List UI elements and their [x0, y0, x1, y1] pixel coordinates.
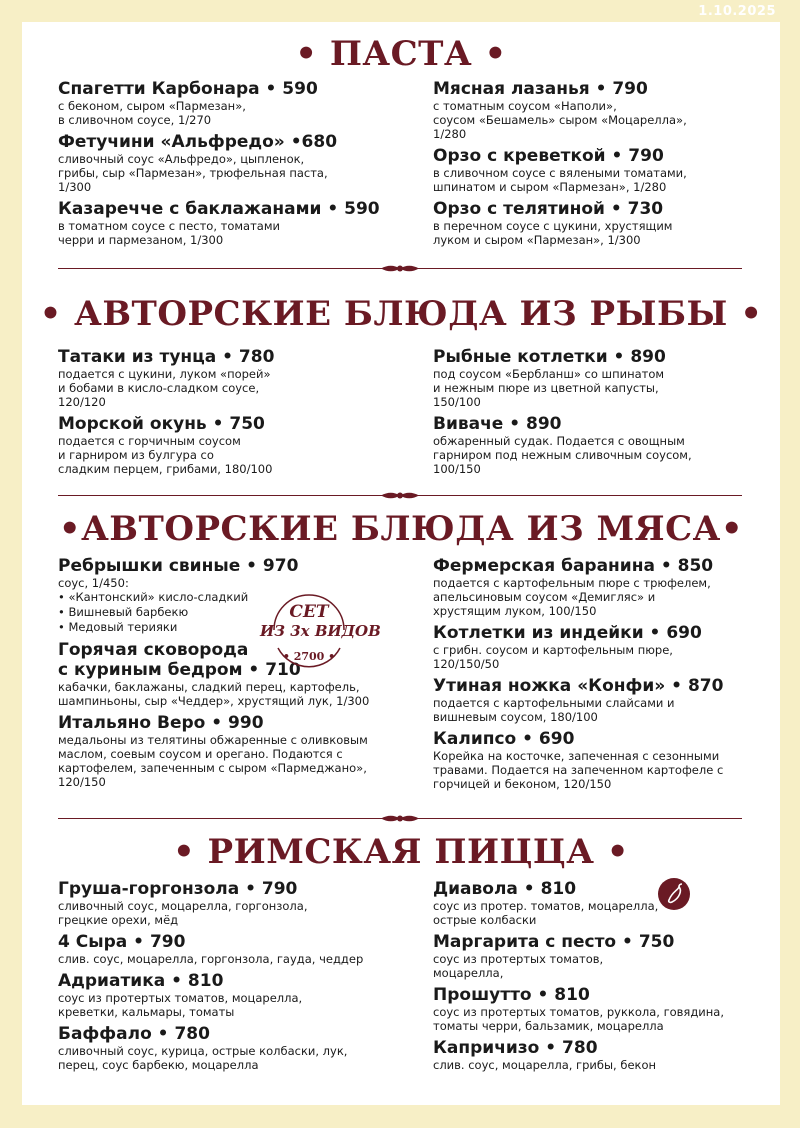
item-desc: креветки, кальмары, томаты [58, 1005, 235, 1019]
item-desc: сладким перцем, грибами, 180/100 [58, 462, 273, 476]
item-title: Итальяно Веро • 990 [58, 713, 264, 733]
item-desc: сливочный соус, моцарелла, горгонзола, [58, 899, 308, 913]
item-desc: соусом «Бешамель» сыром «Моцарелла», [433, 113, 687, 127]
item-desc: и гарниром из булгура со [58, 448, 214, 462]
menu-item [58, 79, 418, 127]
menu-sheet [22, 22, 780, 1105]
item-desc: обжаренный судак. Подается с овощным [433, 434, 685, 448]
item-title: Утиная ножка «Конфи» • 870 [433, 676, 724, 696]
item-desc: и бобами в кисло-сладком соусе, [58, 381, 260, 395]
pizza-left-column [58, 879, 418, 1077]
item-title: Диавола • 810 [433, 879, 577, 899]
item-desc: соус, 1/450: [58, 576, 129, 590]
menu-item [58, 971, 418, 1019]
pasta-left-column [58, 79, 418, 252]
item-desc: под соусом «Бербланш» со шпинатом [433, 367, 665, 381]
menu-item [433, 414, 778, 476]
item-desc: шампиньоны, сыр «Чеддер», хрустящий лук, 1/300 [58, 694, 370, 708]
meat-left-column [58, 556, 418, 794]
meat-right-column [433, 556, 778, 796]
badge-price-value: 2700 [293, 650, 325, 663]
menu-item [433, 556, 778, 618]
item-desc: хрустящим луком, 100/150 [433, 604, 597, 618]
item-title: Орзо с телятиной • 730 [433, 199, 664, 219]
item-title: Маргарита с песто • 750 [433, 932, 675, 952]
menu-date: 1.10.2025 [698, 4, 776, 19]
item-desc: с грибн. соусом и картофельным пюре, [433, 643, 673, 657]
item-desc: соус из протертых томатов, моцарелла, [58, 991, 303, 1005]
item-title: Орзо с креветкой • 790 [433, 146, 664, 166]
item-title: Капричизо • 780 [433, 1038, 598, 1058]
badge-dot: • [324, 650, 336, 663]
item-desc: 1/280 [433, 127, 467, 141]
fish-left-column [58, 347, 418, 481]
item-title: Фермерская баранина • 850 [433, 556, 714, 576]
menu-item [433, 1038, 778, 1072]
item-title: Спагетти Карбонара • 590 [58, 79, 318, 99]
menu-item [433, 623, 778, 671]
item-desc: в сливочном соусе с вялеными томатами, [433, 166, 687, 180]
item-desc: вишневым соусом, 180/100 [433, 710, 598, 724]
item-title: Адриатика • 810 [58, 971, 224, 991]
item-title: Мясная лазанья • 790 [433, 79, 648, 99]
item-desc: слив. соус, моцарелла, грибы, бекон [433, 1058, 657, 1072]
item-desc: черри и пармезаном, 1/300 [58, 233, 224, 247]
item-desc: травами. Подается на запеченном картофеле с [433, 763, 724, 777]
item-title: Прошутто • 810 [433, 985, 590, 1005]
menu-item [433, 146, 778, 194]
item-desc: 150/100 [433, 395, 481, 409]
item-desc: подается с картофельным пюре с трюфелем, [433, 576, 711, 590]
item-desc: 1/300 [58, 180, 92, 194]
section-title-pasta: • ПАСТА • [295, 34, 507, 74]
sauce-option: • Вишневый барбекю [58, 605, 189, 619]
item-desc: грецкие орехи, мёд [58, 913, 179, 927]
item-desc: соус из протертых томатов, руккола, говядина, [433, 1005, 724, 1019]
menu-item [433, 199, 778, 247]
fish-right-column [433, 347, 778, 481]
item-desc: 100/150 [433, 462, 481, 476]
item-desc: в сливочном соусе, 1/270 [58, 113, 212, 127]
item-title: Морской окунь • 750 [58, 414, 265, 434]
item-desc: кабачки, баклажаны, сладкий перец, картофель, [58, 680, 360, 694]
item-desc: моцарелла, [433, 966, 504, 980]
divider-ornament [381, 813, 419, 824]
divider-ornament [381, 490, 419, 501]
item-title: Виваче • 890 [433, 414, 562, 434]
item-desc: острые колбаски [433, 913, 537, 927]
section-divider [58, 818, 742, 819]
item-desc: соус из протер. томатов, моцарелла, [433, 899, 659, 913]
item-title: Татаки из тунца • 780 [58, 347, 275, 367]
menu-item [433, 985, 778, 1033]
item-desc: грибы, сыр «Пармезан», трюфельная паста, [58, 166, 328, 180]
badge-dot: • [282, 650, 294, 663]
item-desc: в томатном соусе с песто, томатами [58, 219, 280, 233]
item-desc: 120/120 [58, 395, 106, 409]
item-desc: подается с горчичным соусом [58, 434, 241, 448]
menu-item [433, 79, 778, 141]
badge-price [260, 650, 358, 663]
item-desc: подается с цукини, луком «порей» [58, 367, 271, 381]
spicy-icon [658, 878, 690, 910]
menu-item [58, 132, 418, 194]
pasta-right-column [433, 79, 778, 252]
item-title-line-2: с куриным бедром • 710 [58, 660, 301, 680]
item-title: Калипсо • 690 [433, 729, 575, 749]
item-desc: слив. соус, моцарелла, горгонзола, гауда, чеддер [58, 952, 364, 966]
item-desc: апельсиновым соусом «Демигляс» и [433, 590, 656, 604]
section-title-fish: • АВТОРСКИЕ БЛЮДА ИЗ РЫБЫ • [39, 294, 763, 334]
item-desc: и нежным пюре из цветной капусты, [433, 381, 659, 395]
item-desc: 120/150/50 [433, 657, 500, 671]
section-title-meat: •АВТОРСКИЕ БЛЮДА ИЗ МЯСА• [58, 509, 744, 549]
item-title: Ребрышки свиные • 970 [58, 556, 299, 576]
item-desc: перец, соус барбекю, моцарелла [58, 1058, 259, 1072]
item-title: Котлетки из индейки • 690 [433, 623, 702, 643]
sauce-option: • Медовый терияки [58, 620, 178, 634]
badge-line-2: ИЗ 3х ВИДОВ [260, 622, 381, 640]
item-desc: сливочный соус, курица, острые колбаски, лук, [58, 1044, 348, 1058]
section-title-pizza: • РИМСКАЯ ПИЦЦА • [172, 832, 630, 872]
item-desc: с беконом, сыром «Пармезан», [58, 99, 246, 113]
menu-item [58, 640, 418, 708]
item-desc: горчицей и беконом, 120/150 [433, 777, 612, 791]
item-title: 4 Сыра • 790 [58, 932, 186, 952]
item-title: Казаречче с баклажанами • 590 [58, 199, 380, 219]
menu-item [433, 932, 778, 980]
item-desc: томаты черри, бальзамик, моцарелла [433, 1019, 664, 1033]
divider-ornament [381, 263, 419, 274]
item-desc: шпинатом и сыром «Пармезан», 1/280 [433, 180, 667, 194]
menu-item [58, 347, 418, 409]
sauce-option: • «Кантонский» кисло-сладкий [58, 590, 249, 604]
item-desc: в перечном соусе с цукини, хрустящим [433, 219, 673, 233]
badge-line-1: СЕТ [289, 602, 329, 622]
item-title: Рыбные котлетки • 890 [433, 347, 666, 367]
set-badge [260, 590, 381, 676]
pizza-right-column [433, 879, 778, 1077]
menu-item [58, 414, 418, 476]
item-title: Горячая сковорода [58, 640, 249, 660]
chili-pepper-icon [658, 878, 690, 910]
item-desc: медальоны из телятины обжаренные с оливковым [58, 733, 368, 747]
menu-item [58, 932, 418, 966]
item-desc: сливочный соус «Альфредо», цыпленок, [58, 152, 305, 166]
section-divider [58, 268, 742, 269]
menu-item [58, 713, 418, 789]
menu-item [433, 879, 778, 927]
item-desc: гарниром под нежным сливочным соусом, [433, 448, 692, 462]
section-divider [58, 495, 742, 496]
item-desc: картофелем, запеченным с сыром «Пармеджано», [58, 761, 367, 775]
item-desc: Корейка на косточке, запеченная с сезонными [433, 749, 720, 763]
item-desc: 120/150 [58, 775, 106, 789]
item-title: Груша-горгонзола • 790 [58, 879, 298, 899]
item-desc: маслом, соевым соусом и орегано. Подаются с [58, 747, 343, 761]
item-desc: луком и сыром «Пармезан», 1/300 [433, 233, 641, 247]
item-title: Фетучини «Альфредо» •680 [58, 132, 338, 152]
item-desc: соус из протертых томатов, [433, 952, 604, 966]
menu-item [58, 1024, 418, 1072]
menu-item [433, 676, 778, 724]
menu-item [433, 729, 778, 791]
menu-item [433, 347, 778, 409]
item-desc: подается с картофельными слайсами и [433, 696, 675, 710]
menu-item [58, 199, 418, 247]
item-desc: с томатным соусом «Наполи», [433, 99, 617, 113]
menu-item [58, 879, 418, 927]
item-title: Баффало • 780 [58, 1024, 210, 1044]
